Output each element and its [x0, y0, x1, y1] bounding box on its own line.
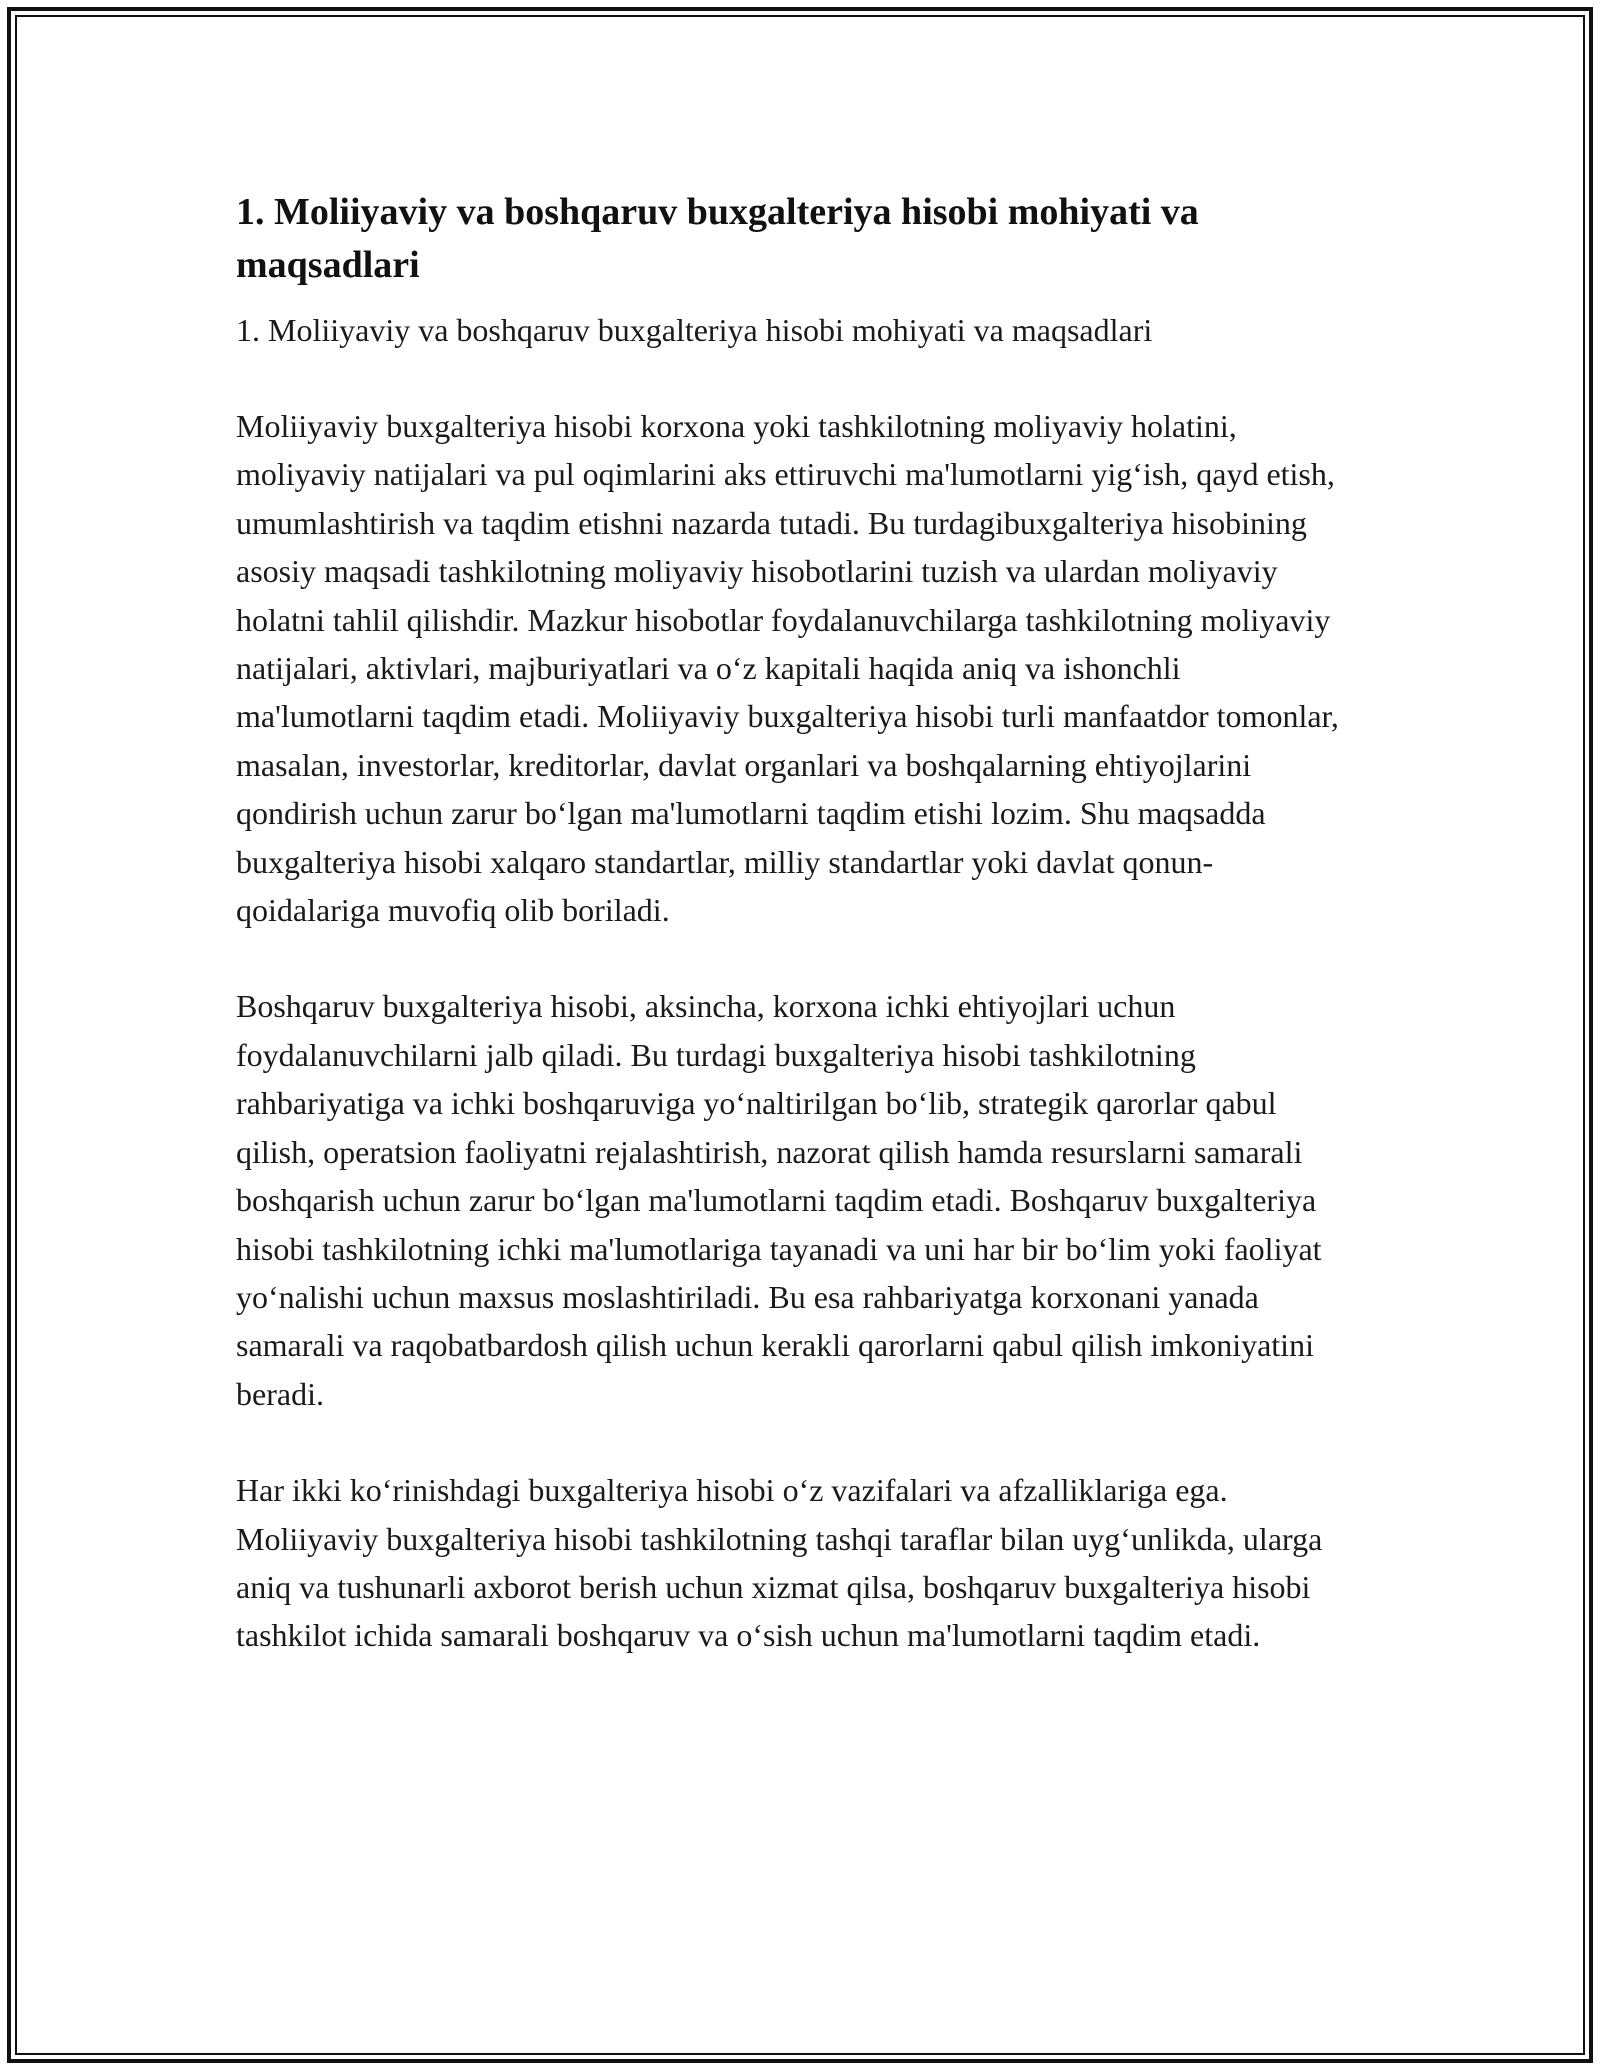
paragraph-comparison: Har ikki ko‘rinishdagi buxgalteriya hisobi o‘z vazifalari va afzalliklariga ega. Moliiyaviy buxgalteriya hisobi tashkilotning tashqi taraflar bilan uyg‘unlikda, ularga aniq va tushunarli axborot berish uchun xizmat qilsa, boshqaruv buxgalteriya hisobi tashkilot ichida samarali boshqaruv va o‘sish uchun ma'lumotlarni taqdim etadi.	[236, 1472, 1323, 1654]
paragraph-management-accounting: Boshqaruv buxgalteriya hisobi, aksincha, korxona ichki ehtiyojlari uchun foydalanuvchilarni jalb qiladi. Bu turdagi buxgalteriya hisobi tashkilotning rahbariyatiga va ichki boshqaruviga yo‘naltirilgan bo‘lib, strategik qarorlar qabul qilish, operatsion faoliyatni rejalashtirish, nazorat qilish hamda resurslarni samarali boshqarish uchun zarur bo‘lgan ma'lumotlarni taqdim etadi. Boshqaruv buxgalteriya hisobi tashkilotning ichki ma'lumotlariga tayanadi va uni har bir bo‘lim yoki faoliyat yo‘nalishi uchun maxsus moslashtiriladi. Bu esa rahbariyatga korxonani yanada samarali va raqobatbardosh qilish uchun kerakli qarorlarni qabul qilish imkoniyatini beradi.	[236, 988, 1322, 1412]
document-subtitle: 1. Moliiyaviy va boshqaruv buxgalteriya hisobi mohiyati va maqsadlari	[236, 312, 1153, 348]
paragraph-financial-accounting: Moliiyaviy buxgalteriya hisobi korxona yoki tashkilotning moliyaviy holatini, moliyaviy natijalari va pul oqimlarini aks ettiruvchi ma'lumotlarni yig‘ish, qayd etish, umumlashtirish va taqdim etishni nazarda tutadi. Bu turdagibuxgalteriya hisobining asosiy maqsadi tashkilotning moliyaviy hisobotlarini tuzish va ulardan moliyaviy holatni tahlil qilishdir. Mazkur hisobotlar foydalanuvchilarga tashkilotning moliyaviy natijalari, aktivlari, majburiyatlari va o‘z kapitali haqida aniq va ishonchli ma'lumotlarni taqdim etadi. Moliiyaviy buxgalteriya hisobi turli manfaatdor tomonlar, masalan, investorlar, kreditorlar, davlat organlari va boshqalarning ehtiyojlarini qondirish uchun zarur bo‘lgan ma'lumotlarni taqdim etishi lozim. Shu maqsadda buxgalteriya hisobi xalqaro standartlar, milliy standartlar yoki davlat qonun-qoidalariga muvofiq olib boriladi.	[236, 408, 1339, 929]
document-title: 1. Moliiyaviy va boshqaruv buxgalteriya hisobi mohiyati va maqsadlari	[236, 191, 1199, 286]
document-body	[236, 186, 1356, 1660]
